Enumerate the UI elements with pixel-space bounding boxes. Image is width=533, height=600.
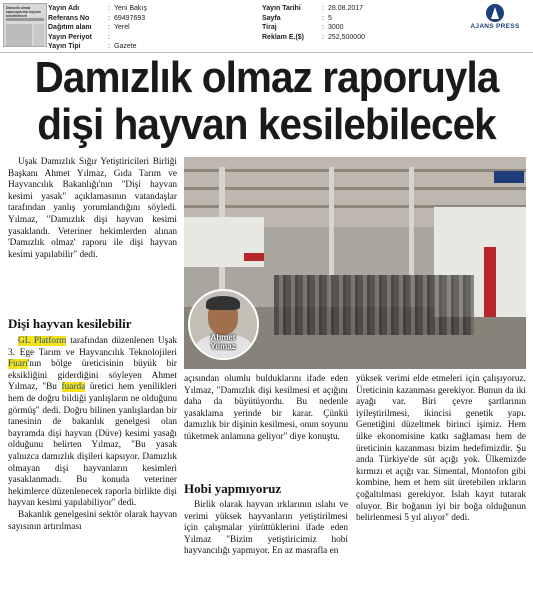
meta-row: Dağıtım alanı : Yerel — [48, 24, 130, 31]
ajans-press-logo — [462, 4, 528, 30]
article-column-2b: Birlik olarak hayvan ırklarının ıslahı ve verimi yüksek hayvanların yetiştirilmesi için çalışmalar yürüttüklerini ifade eden Yılmaz "Bizim yetiştiricimiz hobi hayvancılığı yapmıyor. En az masrafla en — [184, 500, 348, 557]
article-headline: Damızlık olmaz raporuyla dişi hayvan kesilebilecek — [34, 53, 499, 149]
meta-row: Yayın Adı : Yeni Bakış — [48, 5, 147, 12]
meta-row: Tiraj : 3000 — [262, 24, 344, 31]
portrait-caption: Ahmet Yılmaz — [210, 333, 236, 351]
article-intro: Uşak Damızlık Sığır Yetiştiricileri Birliği Başkanı Ahmet Yılmaz, Gıda Tarım ve Hayvancılık Bakanlığı'nın "Dişi hayvan kesimi yasak" açıklamasının vatandaşlar tarafından yanlış yorumlandığını söyledi. Yılmaz, "Damızlık dişi hayvan kesimi yasaklandı. Veteriner hekimlerden alınan 'Damızlık olmaz' raporu ile dişi hayvan kesimi yapılabilir" dedi. — [8, 157, 177, 260]
meta-row: Yayın Periyot : — [48, 33, 110, 41]
paragraph: Bakanlık genelgesini sektör olarak hayvan sayısının artırılması — [8, 509, 177, 532]
highlight-fuari: Fuarı — [8, 359, 28, 370]
meta-row: Yayın Tarihi : 28.08.2017 — [262, 5, 364, 12]
highlight-gl-platform: GL Platform — [18, 336, 67, 346]
subheading-disi-hayvan: Dişi hayvan kesilebilir — [8, 316, 132, 331]
highlight-fuarda: fuarda — [61, 382, 86, 393]
meta-row: Referans No : 69497693 — [48, 14, 146, 22]
clipping-header — [0, 0, 533, 52]
booth-sign — [494, 171, 524, 183]
logo-text: AJANS PRESS — [470, 23, 520, 30]
meta-row: Yayın Tipi : Gazete — [48, 43, 137, 50]
article-column-1 — [8, 336, 177, 533]
article-column-3: yüksek verimi elde etmeleri için çalışıyoruz. Üreticinin kazanması gerekiyor. Bunun da iki ayağı var. Biri çevre şartlarının iyileştirilmesi, ikincisi genetik yapı. Genetiğini düzeltmek birinci işimiz. Hem ülke ekonomisine katkı sağlaması hem de üreticinin kazanması bizim hedefimizdir. Şu anda Türkiye'de süt açığı yok. Ülkemizde kırmızı et açığı var. Simental, Montofon gibi kombine, hem et hem süt üretebilen ırkların çoğaltılması gerekiyor. Islah kayıt tutarak oluyor. Bir boğanın iyi bir boğa olduğunun belirlenmesi 5 yıl alıyor" dedi. — [356, 374, 526, 524]
logo-icon — [486, 4, 504, 22]
publication-meta-right — [262, 4, 365, 42]
meta-row: Sayfa : 5 — [262, 14, 332, 22]
publication-meta-left — [48, 4, 147, 52]
article-column-2: açısından olumlu bulduklarını ifade eden Yılmaz, "Damızlık dişi kesilmesi et açığını daha da büyütüyordu. Bu nedenle yasaklama yerinde bir karar. Çünkü damızlık bir dişinin kesilmesi, onun soyunu tüketmek anlamına geliyor" diye konuştu. — [184, 374, 348, 442]
thumbnail-title: Damızlık olmaz raporuyla dişi hayvan kesilebilecek — [6, 6, 41, 18]
meta-row: Reklam E.($) : 252,500000 — [262, 33, 365, 41]
crowd — [274, 275, 474, 335]
paragraph: GL Platform tarafından düzenlenen Uşak 3. Ege Tarım ve Hayvancılık Teknolojileri Fuarı'nın bölge üreticisinin büyük bir eksikliğini giderdiğini söyleyen Ahmet Yılmaz, "Bu fuarda üretici hem yenilikleri hem de doğru bildiği yanlışların ne olduğunu görmüş" dedi. Doğru bilinen yanlışlardan bir tanesinin de bakanlık genelgesi olan bayramda dişi hayvan (Düve) kesimi yasağı olduğunu belirten Yılmaz, "Bu yasak yalnızca damızlık dişileri kapsıyor. Damızlık olmayan dişi hayvanların kesimleri yasaklanmadı. Bu konuda veteriner hekimlerce düzenlenecek raporla birlikte dişi hayvan kesimi yapılabiliyor" dedi. — [8, 336, 177, 509]
subheading-hobi: Hobi yapmıyoruz — [184, 481, 282, 496]
page-thumbnail[interactable] — [3, 3, 47, 47]
